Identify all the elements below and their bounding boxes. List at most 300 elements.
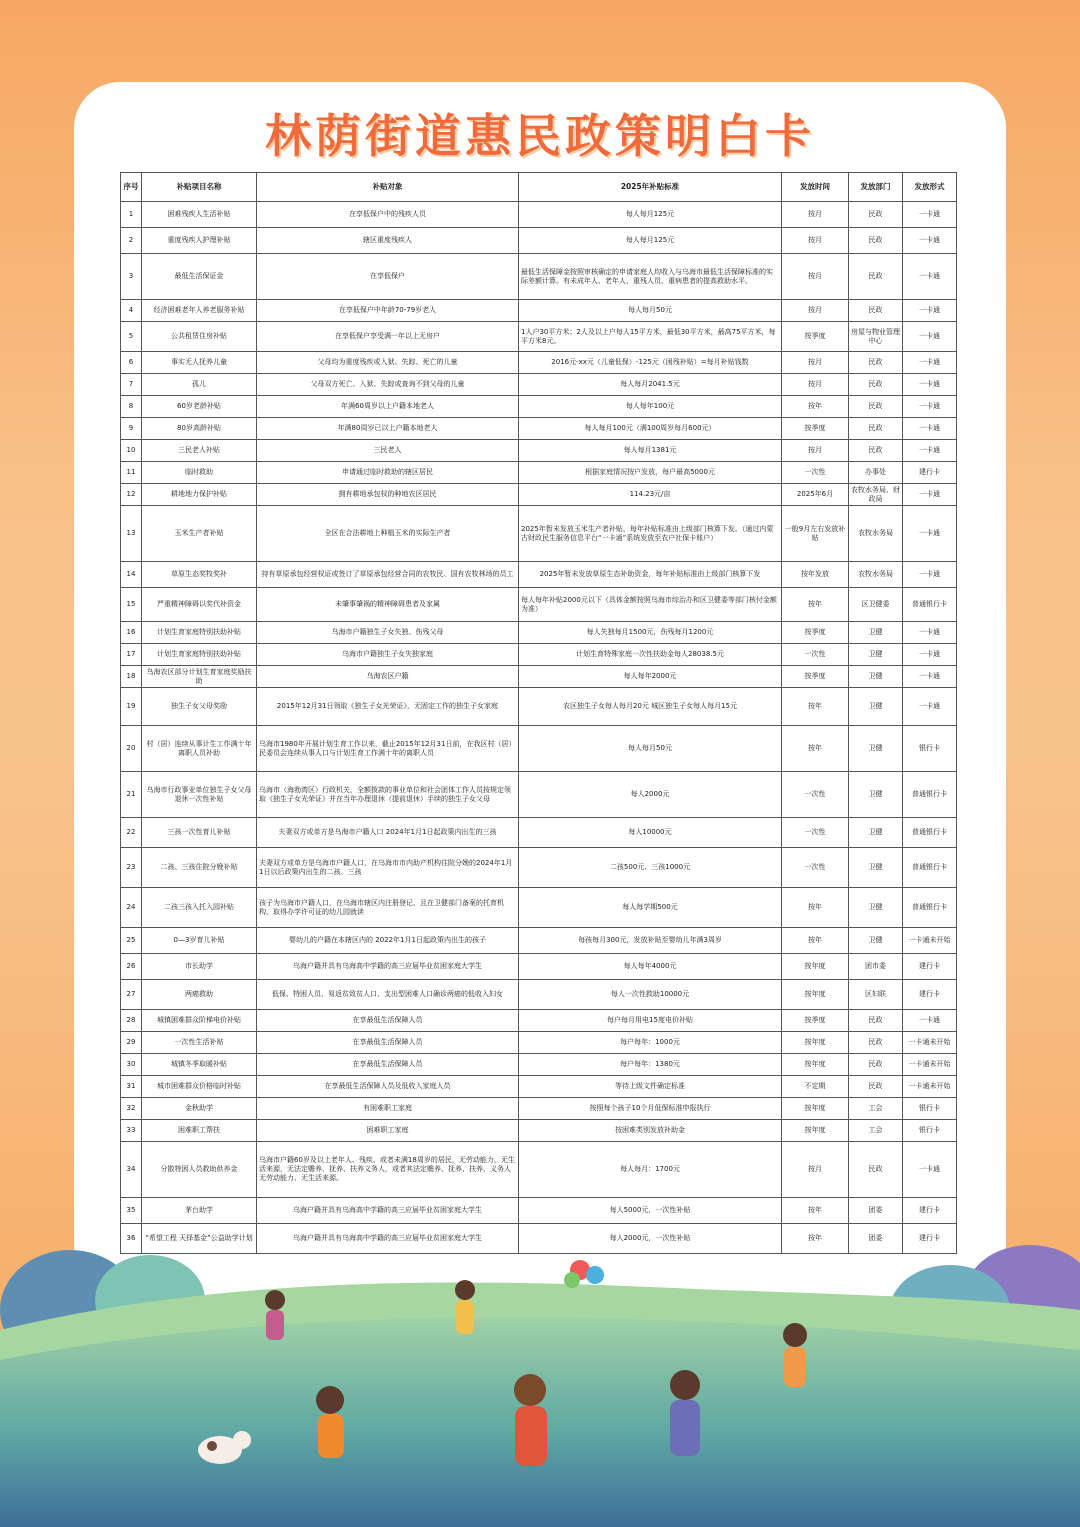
table-cell: 0—3岁育儿补贴 [142, 928, 257, 954]
table-row [121, 440, 957, 462]
table-cell: 在享最低生活保障人员及低收入家庭人员 [257, 1076, 519, 1098]
table-cell: 24 [121, 888, 142, 928]
table-row [121, 1076, 957, 1098]
table-cell: 6 [121, 352, 142, 374]
table-cell: 分散特困人员救助供养金 [142, 1142, 257, 1198]
table-cell: 一般9月左右发放补贴 [782, 506, 849, 562]
child-5 [670, 1370, 700, 1456]
table-cell: 27 [121, 980, 142, 1010]
table-cell: 临时救助 [142, 462, 257, 484]
playground-illustration [0, 1240, 1080, 1527]
table-cell: 事实无人抚养儿童 [142, 352, 257, 374]
table-cell: 村（居）连续从事计生工作满十年离职人员补助 [142, 726, 257, 772]
table-row [121, 644, 957, 666]
table-cell: 经济困难老年人养老服务补贴 [142, 300, 257, 322]
child-4 [514, 1374, 547, 1466]
table-cell: 建行卡 [903, 462, 957, 484]
table-cell: 按月 [782, 300, 849, 322]
table-row [121, 352, 957, 374]
table-cell: 农牧水务局 [849, 506, 903, 562]
table-cell: 乌海市户籍独生子女失独家庭 [257, 644, 519, 666]
table-cell: 在享最低生活保障人员 [257, 1010, 519, 1032]
table-cell: 普通银行卡 [903, 848, 957, 888]
table-row [121, 374, 957, 396]
table-cell: 茅台助学 [142, 1198, 257, 1224]
page-title: 林荫街道惠民政策明白卡 [265, 109, 815, 163]
table-cell: 二孩、三孩住院分娩补贴 [142, 848, 257, 888]
table-cell: 按月 [782, 1142, 849, 1198]
table-cell: 等待上级文件确定标准 [519, 1076, 782, 1098]
table-cell: 乌海市1980年开展计划生育工作以来，截止2015年12月31日前，在我区村（居）民委员会连续从事人口与计划生育工作满十年的离职人员 [257, 726, 519, 772]
column-header: 补贴对象 [257, 173, 519, 202]
column-header: 补贴项目名称 [142, 173, 257, 202]
table-cell: 区妇联 [849, 980, 903, 1010]
table-cell: 银行卡 [903, 726, 957, 772]
table-cell: 辖区重度残疾人 [257, 228, 519, 254]
table-row [121, 1142, 957, 1198]
table-cell: 14 [121, 562, 142, 588]
table-cell: 最低生活保障金按照审核确定的申请家庭人均收入与乌海市最低生活保障标准的实际差额计算。有未成年人、老年人、重残人员、重病患者的提高救助水平。 [519, 254, 782, 300]
table-row [121, 666, 957, 688]
table-cell: 按月 [782, 352, 849, 374]
table-cell: 19 [121, 688, 142, 726]
table-row [121, 322, 957, 352]
table-row [121, 980, 957, 1010]
table-cell: 按年 [782, 396, 849, 418]
table-cell: 28 [121, 1010, 142, 1032]
table-cell: 卫健 [849, 622, 903, 644]
table-cell: 不定期 [782, 1076, 849, 1098]
child-2 [455, 1280, 475, 1334]
table-cell: 一卡通未开始 [903, 1076, 957, 1098]
table-cell: 每人每月100元（满100周岁每月600元） [519, 418, 782, 440]
table-cell: 有困难职工家庭 [257, 1098, 519, 1120]
table-cell: 夫妻双方或单方是乌海市户籍人口 2024年1月1日起政策内出生的三孩 [257, 818, 519, 848]
table-cell: 5 [121, 322, 142, 352]
table-cell: 计划生育家庭特别扶助补贴 [142, 644, 257, 666]
table-cell: 每人每月50元 [519, 300, 782, 322]
table-cell: 一卡通 [903, 300, 957, 322]
child-3 [316, 1386, 344, 1458]
table-cell: 2025年6月 [782, 484, 849, 506]
table-cell: 每人2000元 [519, 772, 782, 818]
table-cell: 农区独生子女每人每月20元 城区独生子女每人每月15元 [519, 688, 782, 726]
table-cell: 按月 [782, 254, 849, 300]
table-cell: 拥有耕地承包权的种地农区居民 [257, 484, 519, 506]
table-cell: 困难职工家庭 [257, 1120, 519, 1142]
table-cell: 民政 [849, 254, 903, 300]
table-cell: 团委 [849, 1224, 903, 1254]
table-cell: 一卡通 [903, 228, 957, 254]
table-cell: 60岁老龄补贴 [142, 396, 257, 418]
table-cell: 1 [121, 202, 142, 228]
table-cell: 城镇冬季取暖补贴 [142, 1054, 257, 1076]
table-cell: 每人一次性救助10000元 [519, 980, 782, 1010]
table-cell: 工会 [849, 1098, 903, 1120]
table-cell: 31 [121, 1076, 142, 1098]
table-cell: 一卡通 [903, 322, 957, 352]
table-cell: 办事处 [849, 462, 903, 484]
column-header: 发放时间 [782, 173, 849, 202]
table-cell: 全区在合法耕地上种植玉米的实际生产者 [257, 506, 519, 562]
table-cell: 每人每月：1700元 [519, 1142, 782, 1198]
table-cell: 33 [121, 1120, 142, 1142]
table-cell: 一卡通 [903, 396, 957, 418]
table-cell: 父母均为重度残疾或入狱、失踪、死亡的儿童 [257, 352, 519, 374]
table-cell: 7 [121, 374, 142, 396]
column-header: 发放形式 [903, 173, 957, 202]
table-cell: 一卡通 [903, 562, 957, 588]
table-cell: 2025年暂未发放草原生态补助资金，每年补贴标准由上级部门核算下发 [519, 562, 782, 588]
table-cell: 普通银行卡 [903, 772, 957, 818]
table-cell: 困难残疾人生活补贴 [142, 202, 257, 228]
table-cell: 孩子为乌海市户籍人口，在乌海市辖区内注册登记，且在卫健部门备案的托育机构、取得办学许可证的幼儿园就读 [257, 888, 519, 928]
table-cell: 按季度 [782, 1010, 849, 1032]
table-cell: 每人每年2000元 [519, 666, 782, 688]
table-cell: 重度残疾人护理补贴 [142, 228, 257, 254]
table-cell: 29 [121, 1032, 142, 1054]
table-cell: 按月 [782, 228, 849, 254]
table-cell: 9 [121, 418, 142, 440]
table-cell: 农牧水务局 [849, 562, 903, 588]
table-cell: 12 [121, 484, 142, 506]
table-row [121, 1032, 957, 1054]
table-row [121, 396, 957, 418]
table-cell: 卫健 [849, 772, 903, 818]
table-cell: 25 [121, 928, 142, 954]
table-cell: 一卡通未开始 [903, 1032, 957, 1054]
table-cell: 每人每月125元 [519, 202, 782, 228]
table-cell: 民政 [849, 352, 903, 374]
table-cell: 1人户30平方米；2人及以上户每人15平方米，最低30平方米，最高75平方米，每平方米8元。 [519, 322, 782, 352]
table-cell: 26 [121, 954, 142, 980]
table-cell: 区卫健委 [849, 588, 903, 622]
table-cell: 建行卡 [903, 1198, 957, 1224]
table-cell: 按年 [782, 726, 849, 772]
table-cell: 每人每年补贴2000元以下（具体金额按照乌海市综治办和区卫健委等部门核付金额为准） [519, 588, 782, 622]
table-cell: 按年发放 [782, 562, 849, 588]
table-cell: 按年度 [782, 1054, 849, 1076]
table-cell: 民政 [849, 396, 903, 418]
table-cell: 民政 [849, 1032, 903, 1054]
table-cell: 一卡通 [903, 1010, 957, 1032]
table-cell: 耕地地力保护补贴 [142, 484, 257, 506]
table-cell: 城镇困难群众阶梯电价补贴 [142, 1010, 257, 1032]
table-cell: 城市困难群众价格临时补贴 [142, 1076, 257, 1098]
table-cell: 卫健 [849, 848, 903, 888]
table-cell: 乌海农区户籍 [257, 666, 519, 688]
table-cell: 银行卡 [903, 1120, 957, 1142]
table-cell: 17 [121, 644, 142, 666]
table-cell: 一次性 [782, 462, 849, 484]
table-cell: 困难职工帮扶 [142, 1120, 257, 1142]
table-cell: 一卡通 [903, 506, 957, 562]
table-cell: 在享低保户中的残疾人员 [257, 202, 519, 228]
table-cell: 3 [121, 254, 142, 300]
table-cell: 卫健 [849, 644, 903, 666]
table-cell: 年满60周岁以上户籍本地老人 [257, 396, 519, 418]
table-row [121, 1010, 957, 1032]
table-cell: 金秋助学 [142, 1098, 257, 1120]
table-row [121, 228, 957, 254]
table-cell: 二孩500元、三孩1000元 [519, 848, 782, 888]
table-cell: 按季度 [782, 418, 849, 440]
table-cell: 23 [121, 848, 142, 888]
table-cell: 21 [121, 772, 142, 818]
table-row [121, 1098, 957, 1120]
table-cell: 民政 [849, 228, 903, 254]
table-cell: 乌海市户籍独生子女失独、伤残父母 [257, 622, 519, 644]
table-cell: 一卡通 [903, 254, 957, 300]
table-cell: 建行卡 [903, 1224, 957, 1254]
table-cell: 每人2000元，一次性补贴 [519, 1224, 782, 1254]
table-cell: 每人每学期500元 [519, 888, 782, 928]
table-cell: 建行卡 [903, 954, 957, 980]
table-header-row [121, 173, 957, 202]
table-cell: 民政 [849, 1076, 903, 1098]
table-row [121, 622, 957, 644]
table-cell: 一卡通 [903, 644, 957, 666]
table-row [121, 1198, 957, 1224]
table-cell: 草原生态奖牧奖补 [142, 562, 257, 588]
table-cell: 工会 [849, 1120, 903, 1142]
table-cell: 卫健 [849, 928, 903, 954]
table-cell: 卫健 [849, 688, 903, 726]
column-header: 发放部门 [849, 173, 903, 202]
table-cell: 孤儿 [142, 374, 257, 396]
table-cell: 乌海农区部分计划生育家庭奖励扶助 [142, 666, 257, 688]
table-cell: 4 [121, 300, 142, 322]
table-cell: 一卡通 [903, 666, 957, 688]
table-cell: 计划生育家庭特别扶助补贴 [142, 622, 257, 644]
table-cell: 一卡通 [903, 688, 957, 726]
table-cell: 房屋与物业管理中心 [849, 322, 903, 352]
table-cell: 乌海户籍并具有乌海高中学籍的高三应届毕业贫困家庭大学生 [257, 1198, 519, 1224]
table-cell: “希望工程 天择基金”公益助学计划 [142, 1224, 257, 1254]
table-body [121, 202, 957, 1254]
table-cell: 按年 [782, 1198, 849, 1224]
table-cell: 每人每月2041.5元 [519, 374, 782, 396]
table-cell: 每人失独每月1500元，伤残每月1200元 [519, 622, 782, 644]
table-cell: 民政 [849, 300, 903, 322]
table-row [121, 1054, 957, 1076]
table-cell: 15 [121, 588, 142, 622]
table-cell: 一卡通 [903, 352, 957, 374]
table-row [121, 300, 957, 322]
table-cell: 独生子女父母奖励 [142, 688, 257, 726]
table-cell: 一卡通 [903, 440, 957, 462]
table-cell: 一次性 [782, 818, 849, 848]
table-cell: 民政 [849, 1010, 903, 1032]
table-cell: 年满80周岁已以上户籍本地老人 [257, 418, 519, 440]
table-cell: 按年 [782, 688, 849, 726]
table-cell: 36 [121, 1224, 142, 1254]
table-cell: 一次性 [782, 772, 849, 818]
table-cell: 卫健 [849, 888, 903, 928]
table-row [121, 848, 957, 888]
table-cell: 严重精神障碍以奖代补资金 [142, 588, 257, 622]
table-cell: 一卡通 [903, 1142, 957, 1198]
table-row [121, 418, 957, 440]
table-cell: 一卡通未开始 [903, 1054, 957, 1076]
table-cell: 2015年12月31日领取《独生子女光荣证》，无固定工作的独生子女家庭 [257, 688, 519, 726]
table-row [121, 254, 957, 300]
table-cell: 每人每月1381元 [519, 440, 782, 462]
table-cell: 在享低保户 [257, 254, 519, 300]
table-cell: 团市委 [849, 954, 903, 980]
table-cell: 16 [121, 622, 142, 644]
table-cell: 按年度 [782, 1120, 849, 1142]
table-cell: 按季度 [782, 322, 849, 352]
table-row [121, 888, 957, 928]
table-cell: 一卡通 [903, 484, 957, 506]
table-cell: 一卡通 [903, 202, 957, 228]
table-cell: 按年 [782, 928, 849, 954]
table-cell: 按季度 [782, 622, 849, 644]
table-cell: 普通银行卡 [903, 888, 957, 928]
table-cell: 未肇事肇祸的精神障碍患者及家属 [257, 588, 519, 622]
table-cell: 普通银行卡 [903, 588, 957, 622]
table-cell: 每孩每月300元，发放补贴至婴幼儿年满3周岁 [519, 928, 782, 954]
table-cell: 按困难类别发放补助金 [519, 1120, 782, 1142]
table-cell: 三孩一次性育儿补贴 [142, 818, 257, 848]
table-cell: 持有草原承包经营权证或签订了草原承包经营合同的农牧民、国有农牧林场的员工 [257, 562, 519, 588]
table-cell: 婴幼儿的户籍在本辖区内的 2022年1月1日起政策内出生的孩子 [257, 928, 519, 954]
table-cell: 公共租赁住房补贴 [142, 322, 257, 352]
table-cell: 30 [121, 1054, 142, 1076]
table-cell: 民政 [849, 1054, 903, 1076]
table-cell: 计划生育特殊家庭一次性扶助金每人28038.5元 [519, 644, 782, 666]
column-header: 序号 [121, 173, 142, 202]
table-cell: 在享低保户中年龄70-79岁老人 [257, 300, 519, 322]
table-row [121, 484, 957, 506]
table-cell: 每户每月用电15度电价补贴 [519, 1010, 782, 1032]
table-cell: 按年度 [782, 954, 849, 980]
table-cell: 每人5000元，一次性补贴 [519, 1198, 782, 1224]
table-cell: 三民老人 [257, 440, 519, 462]
child-1 [265, 1290, 285, 1340]
table-cell: 按年 [782, 588, 849, 622]
table-cell: 32 [121, 1098, 142, 1120]
table-cell: 按年度 [782, 980, 849, 1010]
table-cell: 申请通过临时救助的辖区居民 [257, 462, 519, 484]
table-cell: 每人每月125元 [519, 228, 782, 254]
table-cell: 10 [121, 440, 142, 462]
table-cell: 一卡通 [903, 622, 957, 644]
table-cell: 玉米生产者补贴 [142, 506, 257, 562]
table-row [121, 462, 957, 484]
table-cell: 按年度 [782, 1032, 849, 1054]
table-cell: 按月 [782, 374, 849, 396]
table-cell: 按季度 [782, 666, 849, 688]
table-cell: 乌海市行政事业单位独生子女父母退休一次性补贴 [142, 772, 257, 818]
table-cell: 35 [121, 1198, 142, 1224]
table-row [121, 562, 957, 588]
table-cell: 8 [121, 396, 142, 418]
table-cell: 一次性 [782, 848, 849, 888]
table-cell: 每人每月50元 [519, 726, 782, 772]
table-cell: 乌海户籍并具有乌海高中学籍的高三应届毕业贫困家庭大学生 [257, 954, 519, 980]
table-cell: 团委 [849, 1198, 903, 1224]
table-cell: 114.23元/亩 [519, 484, 782, 506]
table-cell: 卫健 [849, 726, 903, 772]
table-cell: 一次性 [782, 644, 849, 666]
table-cell: 民政 [849, 374, 903, 396]
table-cell: 按年度 [782, 1098, 849, 1120]
table-cell: 夫妻双方或单方是乌海市户籍人口，在乌海市市内助产机构住院分娩的2024年1月1日以后政策内出生的二孩、三孩 [257, 848, 519, 888]
table-cell: 一卡通 [903, 374, 957, 396]
table-cell: 11 [121, 462, 142, 484]
table-cell: 2 [121, 228, 142, 254]
table-cell: 按年 [782, 1224, 849, 1254]
table-cell: 最低生活保证金 [142, 254, 257, 300]
table-cell: 市长助学 [142, 954, 257, 980]
table-cell: 两癌救助 [142, 980, 257, 1010]
table-cell: 乌海市户籍60岁及以上老年人、残疾、或者未满18周岁的居民，无劳动能力，无生活来源，无法定赡养、抚养、扶养义务人，或者其法定赡养、抚养、扶养、义务人无劳动能力、无生活来源。 [257, 1142, 519, 1198]
table-cell: 乌海户籍并具有乌海高中学籍的高三应届毕业贫困家庭大学生 [257, 1224, 519, 1254]
table-cell: 一次性生活补贴 [142, 1032, 257, 1054]
table-cell: 20 [121, 726, 142, 772]
table-cell: 80岁高龄补贴 [142, 418, 257, 440]
table-cell: 每人每年4000元 [519, 954, 782, 980]
table-cell: 按月 [782, 202, 849, 228]
balloons [564, 1260, 604, 1288]
table-cell: 父母双方死亡、入狱、失踪或查询不到父母的儿童 [257, 374, 519, 396]
table-cell: 按年 [782, 888, 849, 928]
table-row [121, 688, 957, 726]
table-cell: 乌海市（海勃湾区）行政机关，全额拨款的事业单位和社会团体工作人员按规定领取《独生子女光荣证》并在当年办理退休（提前退休）手续的独生子女父母 [257, 772, 519, 818]
table-cell: 农牧水务局、财政局 [849, 484, 903, 506]
table-cell: 卫健 [849, 818, 903, 848]
table-cell: 根据家庭情况按户发放，每户最高5000元 [519, 462, 782, 484]
table-cell: 民政 [849, 202, 903, 228]
table-cell: 银行卡 [903, 1098, 957, 1120]
table-cell: 18 [121, 666, 142, 688]
table-row [121, 818, 957, 848]
table-cell: 民政 [849, 440, 903, 462]
table-cell: 按照每个孩子10个月低保标准申报执行 [519, 1098, 782, 1120]
table-row [121, 772, 957, 818]
table-cell: 每人10000元 [519, 818, 782, 848]
table-cell: 低保、特困人员、易返贫致贫人口、支出型困难人口确诊两癌的低收入妇女 [257, 980, 519, 1010]
table-cell: 2016元-xx元（儿童低保）-125元（困残补贴）=每月补贴钱数 [519, 352, 782, 374]
child-6 [783, 1323, 807, 1387]
table-row [121, 928, 957, 954]
table-row [121, 726, 957, 772]
table-cell: 民政 [849, 1142, 903, 1198]
table-cell: 在享最低生活保障人员 [257, 1032, 519, 1054]
table-row [121, 588, 957, 622]
table-cell: 按月 [782, 440, 849, 462]
table-cell: 建行卡 [903, 980, 957, 1010]
table-row [121, 506, 957, 562]
table-cell: 22 [121, 818, 142, 848]
table-row [121, 202, 957, 228]
table-cell: 三民老人补贴 [142, 440, 257, 462]
table-cell: 二孩三孩入托入园补贴 [142, 888, 257, 928]
table-cell: 卫健 [849, 666, 903, 688]
table-cell: 每户每年：1380元 [519, 1054, 782, 1076]
policy-table [120, 172, 957, 1254]
table-row [121, 1120, 957, 1142]
table-cell: 每人每年100元 [519, 396, 782, 418]
table-cell: 在享最低生活保障人员 [257, 1054, 519, 1076]
table-cell: 一卡通未开始 [903, 928, 957, 954]
table-cell: 每户每年：1000元 [519, 1032, 782, 1054]
table-cell: 2025年暂未发放玉米生产者补贴，每年补贴标准由上级部门核算下发。（通过内蒙古财政民生服务信息平台“一卡通”系统发放至农户社保卡账户） [519, 506, 782, 562]
table-cell: 民政 [849, 418, 903, 440]
table-cell: 在享低保户享受满一年以上无房户 [257, 322, 519, 352]
